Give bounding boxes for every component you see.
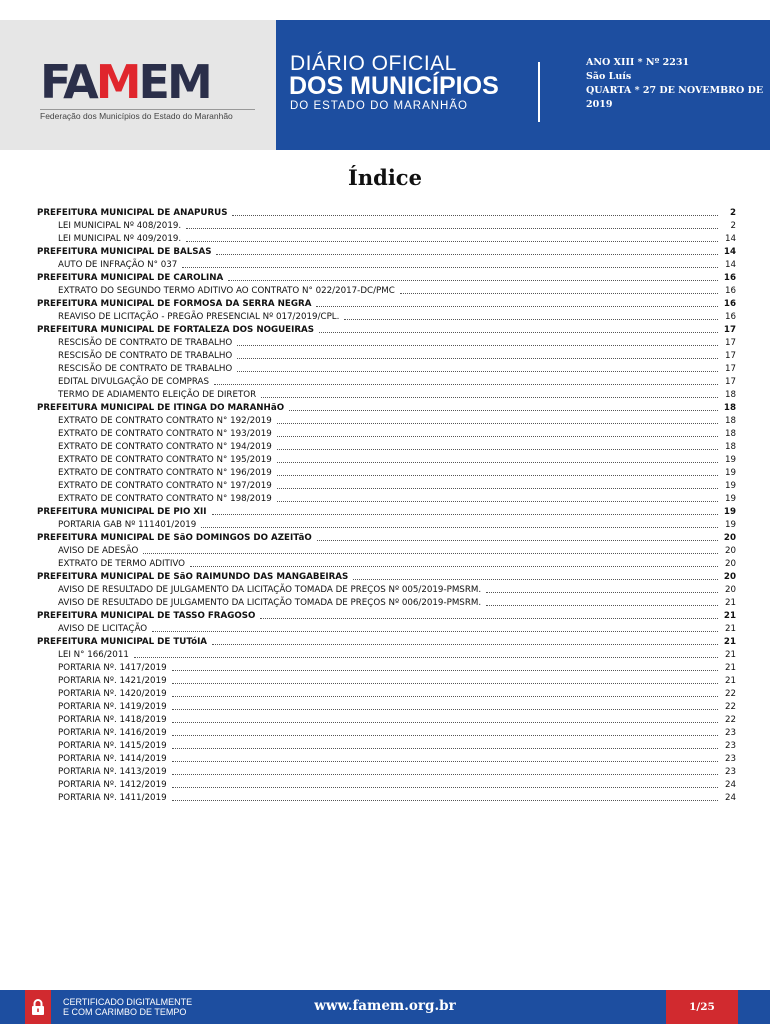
logo-letters-em: EM (138, 55, 210, 109)
toc-item[interactable] (37, 726, 736, 739)
toc-page-number: 21 (724, 624, 736, 634)
toc-page-number: 21 (724, 598, 736, 608)
toc-leader-dots (237, 370, 718, 372)
logo-wordmark (40, 56, 210, 108)
toc-item[interactable] (37, 791, 736, 804)
toc-page-number: 18 (723, 403, 736, 413)
logo-letter-m: M (95, 55, 139, 109)
edition-year: 2019 (586, 99, 613, 110)
toc-item[interactable] (37, 739, 736, 752)
toc-page-number: 19 (724, 481, 736, 491)
toc-label: PREFEITURA MUNICIPAL DE ANAPURUS (37, 208, 228, 218)
toc-page-number: 16 (724, 286, 736, 296)
banner-divider (538, 62, 540, 122)
toc-leader-dots (172, 799, 718, 801)
table-of-contents (37, 206, 736, 804)
toc-page-number: 17 (723, 325, 736, 335)
toc-label: RESCISÃO DE CONTRATO DE TRABALHO (58, 351, 233, 361)
certification-line1: CERTIFICADO DIGITALMENTE (63, 997, 193, 1007)
toc-page-number: 21 (724, 676, 736, 686)
toc-leader-dots (344, 318, 718, 320)
toc-page-number: 22 (724, 689, 736, 699)
toc-section[interactable] (37, 609, 736, 622)
toc-item[interactable] (37, 648, 736, 661)
toc-item[interactable] (37, 700, 736, 713)
toc-item[interactable] (37, 544, 736, 557)
toc-item[interactable] (37, 362, 736, 375)
toc-leader-dots (277, 448, 718, 450)
toc-item[interactable] (37, 414, 736, 427)
toc-leader-dots (486, 604, 718, 606)
toc-label: PORTARIA Nº. 1412/2019 (58, 780, 167, 790)
toc-label: PREFEITURA MUNICIPAL DE SãO DOMINGOS DO AZEITãO (37, 533, 312, 543)
toc-leader-dots (186, 240, 718, 242)
toc-label: EXTRATO DE CONTRATO CONTRATO N° 197/2019 (58, 481, 272, 491)
toc-label: PREFEITURA MUNICIPAL DE FORTALEZA DOS NOGUEIRAS (37, 325, 315, 335)
toc-label: EXTRATO DE CONTRATO CONTRATO N° 196/2019 (58, 468, 272, 478)
toc-page-number: 19 (724, 455, 736, 465)
toc-leader-dots (172, 773, 718, 775)
toc-item[interactable] (37, 713, 736, 726)
toc-item[interactable] (37, 596, 736, 609)
logo-letters-fa: FA (40, 55, 96, 109)
toc-item[interactable] (37, 765, 736, 778)
toc-section[interactable] (37, 271, 736, 284)
edition-city: São Luís (586, 71, 632, 82)
toc-leader-dots (277, 461, 718, 463)
toc-leader-dots (212, 643, 718, 645)
toc-label: PORTARIA Nº. 1414/2019 (58, 754, 167, 764)
toc-section[interactable] (37, 297, 736, 310)
toc-item[interactable] (37, 284, 736, 297)
toc-label: EXTRATO DO SEGUNDO TERMO ADITIVO AO CONTRATO N° 022/2017-DC/PMC (58, 286, 395, 296)
toc-page-number: 17 (724, 351, 736, 361)
toc-leader-dots (316, 305, 718, 307)
toc-section[interactable] (37, 401, 736, 414)
toc-leader-dots (237, 357, 718, 359)
toc-item[interactable] (37, 349, 736, 362)
toc-label: PORTARIA Nº. 1420/2019 (58, 689, 167, 699)
toc-label: AVISO DE RESULTADO DE JULGAMENTO DA LICITAÇÃO TOMADA DE PREÇOS Nº 006/2019-PMSRM. (58, 598, 482, 608)
toc-page-number: 19 (724, 520, 736, 530)
toc-leader-dots (172, 747, 718, 749)
toc-page-number: 19 (724, 468, 736, 478)
toc-page-number: 16 (723, 273, 736, 283)
toc-page-number: 19 (723, 507, 736, 517)
toc-item[interactable] (37, 479, 736, 492)
toc-section[interactable] (37, 635, 736, 648)
toc-leader-dots (190, 565, 718, 567)
famem-logo (40, 56, 255, 134)
toc-page-number: 2 (729, 208, 736, 218)
toc-item[interactable] (37, 336, 736, 349)
toc-item[interactable] (37, 310, 736, 323)
toc-label: PREFEITURA MUNICIPAL DE TASSO FRAGOSO (37, 611, 256, 621)
toc-leader-dots (260, 617, 718, 619)
toc-section[interactable] (37, 570, 736, 583)
toc-label: LEI MUNICIPAL Nº 409/2019. (58, 234, 182, 244)
edition-date: QUARTA * 27 DE NOVEMBRO DE (586, 85, 764, 96)
toc-page-number: 21 (724, 650, 736, 660)
toc-label: PORTARIA Nº. 1415/2019 (58, 741, 167, 751)
toc-leader-dots (317, 539, 718, 541)
toc-page-number: 20 (723, 572, 736, 582)
toc-leader-dots (143, 552, 718, 554)
toc-label: PREFEITURA MUNICIPAL DE FORMOSA DA SERRA NEGRA (37, 299, 312, 309)
toc-section[interactable] (37, 245, 736, 258)
toc-page-number: 24 (724, 793, 736, 803)
toc-label: PORTARIA Nº. 1411/2019 (58, 793, 167, 803)
toc-leader-dots (214, 383, 718, 385)
website-link[interactable]: www.famem.org.br (314, 998, 456, 1014)
toc-label: PORTARIA Nº. 1416/2019 (58, 728, 167, 738)
toc-item[interactable] (37, 466, 736, 479)
page-number: 1/25 (666, 990, 738, 1024)
toc-label: PREFEITURA MUNICIPAL DE BALSAS (37, 247, 212, 257)
toc-label: EXTRATO DE CONTRATO CONTRATO N° 194/2019 (58, 442, 272, 452)
toc-label: LEI MUNICIPAL Nº 408/2019. (58, 221, 182, 231)
toc-label: EDITAL DIVULGAÇÃO DE COMPRAS (58, 377, 210, 387)
toc-leader-dots (172, 734, 718, 736)
toc-page-number: 14 (724, 234, 736, 244)
toc-label: AUTO DE INFRAÇÃO N° 037 (58, 260, 178, 270)
toc-item[interactable] (37, 622, 736, 635)
edition-number: ANO XIII * Nº 2231 (586, 57, 690, 68)
toc-label: TERMO DE ADIAMENTO ELEIÇÃO DE DIRETOR (58, 390, 257, 400)
banner-title-line3: DO ESTADO DO MARANHÃO (290, 100, 468, 112)
toc-page-number: 20 (723, 533, 736, 543)
toc-label: LEI N° 166/2011 (58, 650, 129, 660)
toc-item[interactable] (37, 674, 736, 687)
toc-label: RESCISÃO DE CONTRATO DE TRABALHO (58, 338, 233, 348)
toc-section[interactable] (37, 323, 736, 336)
toc-label: PREFEITURA MUNICIPAL DE TUTóIA (37, 637, 208, 647)
toc-label: EXTRATO DE CONTRATO CONTRATO N° 193/2019 (58, 429, 272, 439)
toc-label: EXTRATO DE CONTRATO CONTRATO N° 198/2019 (58, 494, 272, 504)
toc-leader-dots (237, 344, 718, 346)
toc-page-number: 20 (724, 546, 736, 556)
toc-page-number: 17 (724, 364, 736, 374)
toc-page-number: 18 (724, 390, 736, 400)
banner-title-line1: DIÁRIO OFICIAL (290, 52, 457, 75)
toc-leader-dots (277, 435, 718, 437)
toc-page-number: 23 (724, 728, 736, 738)
toc-item[interactable] (37, 583, 736, 596)
toc-label: PORTARIA Nº. 1413/2019 (58, 767, 167, 777)
publication-banner (276, 20, 770, 150)
toc-item[interactable] (37, 440, 736, 453)
toc-section[interactable] (37, 206, 736, 219)
toc-item[interactable] (37, 453, 736, 466)
toc-section[interactable] (37, 531, 736, 544)
toc-item[interactable] (37, 492, 736, 505)
toc-page-number: 20 (724, 559, 736, 569)
logo-subtitle: Federação dos Municípios do Estado do Maranhão (40, 109, 255, 121)
toc-label: EXTRATO DE TERMO ADITIVO (58, 559, 186, 569)
index-title: Índice (348, 165, 422, 190)
toc-page-number: 21 (723, 637, 736, 647)
toc-page-number: 22 (724, 702, 736, 712)
toc-leader-dots (232, 214, 718, 216)
edition-info (586, 56, 763, 112)
toc-leader-dots (172, 760, 718, 762)
toc-label: AVISO DE ADESÃO (58, 546, 139, 556)
toc-label: AVISO DE LICITAÇÃO (58, 624, 148, 634)
toc-leader-dots (400, 292, 718, 294)
toc-page-number: 17 (724, 377, 736, 387)
toc-page-number: 18 (724, 442, 736, 452)
toc-leader-dots (216, 253, 718, 255)
toc-label: PORTARIA Nº. 1421/2019 (58, 676, 167, 686)
toc-label: AVISO DE RESULTADO DE JULGAMENTO DA LICITAÇÃO TOMADA DE PREÇOS Nº 005/2019-PMSRM. (58, 585, 482, 595)
certification-line2: E COM CARIMBO DE TEMPO (63, 1007, 187, 1017)
toc-page-number: 17 (724, 338, 736, 348)
toc-leader-dots (289, 409, 718, 411)
toc-label: EXTRATO DE CONTRATO CONTRATO N° 192/2019 (58, 416, 272, 426)
toc-leader-dots (212, 513, 718, 515)
banner-title-line2: DOS MUNICÍPIOS (289, 72, 499, 100)
toc-label: EXTRATO DE CONTRATO CONTRATO N° 195/2019 (58, 455, 272, 465)
toc-page-number: 2 (730, 221, 736, 231)
toc-item[interactable] (37, 258, 736, 271)
toc-label: PORTARIA Nº. 1419/2019 (58, 702, 167, 712)
toc-leader-dots (261, 396, 718, 398)
toc-page-number: 14 (724, 260, 736, 270)
toc-label: RESCISÃO DE CONTRATO DE TRABALHO (58, 364, 233, 374)
toc-page-number: 23 (724, 767, 736, 777)
toc-page-number: 16 (724, 312, 736, 322)
toc-leader-dots (319, 331, 718, 333)
toc-page-number: 22 (724, 715, 736, 725)
toc-leader-dots (182, 266, 718, 268)
toc-section[interactable] (37, 505, 736, 518)
toc-leader-dots (152, 630, 718, 632)
toc-page-number: 14 (723, 247, 736, 257)
toc-leader-dots (277, 422, 718, 424)
toc-page-number: 24 (724, 780, 736, 790)
toc-item[interactable] (37, 557, 736, 570)
toc-leader-dots (277, 474, 718, 476)
toc-label: PORTARIA Nº. 1417/2019 (58, 663, 167, 673)
toc-leader-dots (172, 669, 718, 671)
toc-item[interactable] (37, 427, 736, 440)
toc-item[interactable] (37, 518, 736, 531)
toc-leader-dots (134, 656, 718, 658)
toc-label: PREFEITURA MUNICIPAL DE SãO RAIMUNDO DAS MANGABEIRAS (37, 572, 349, 582)
toc-leader-dots (172, 682, 718, 684)
toc-leader-dots (172, 695, 718, 697)
toc-page-number: 19 (724, 494, 736, 504)
toc-leader-dots (228, 279, 718, 281)
toc-leader-dots (353, 578, 718, 580)
toc-leader-dots (277, 500, 718, 502)
toc-leader-dots (186, 227, 718, 229)
toc-page-number: 21 (723, 611, 736, 621)
toc-leader-dots (277, 487, 718, 489)
toc-item[interactable] (37, 375, 736, 388)
toc-page-number: 21 (724, 663, 736, 673)
toc-page-number: 23 (724, 741, 736, 751)
toc-item[interactable] (37, 232, 736, 245)
toc-page-number: 23 (724, 754, 736, 764)
toc-page-number: 20 (724, 585, 736, 595)
toc-page-number: 18 (724, 416, 736, 426)
toc-page-number: 18 (724, 429, 736, 439)
toc-item[interactable] (37, 687, 736, 700)
toc-label: PORTARIA GAB Nº 111401/2019 (58, 520, 197, 530)
toc-leader-dots (172, 721, 718, 723)
toc-item[interactable] (37, 219, 736, 232)
toc-label: PREFEITURA MUNICIPAL DE CAROLINA (37, 273, 224, 283)
toc-leader-dots (201, 526, 718, 528)
toc-leader-dots (172, 708, 718, 710)
toc-item[interactable] (37, 661, 736, 674)
toc-leader-dots (172, 786, 718, 788)
toc-label: PREFEITURA MUNICIPAL DE ITINGA DO MARANHãO (37, 403, 285, 413)
toc-item[interactable] (37, 778, 736, 791)
toc-item[interactable] (37, 388, 736, 401)
toc-label: PREFEITURA MUNICIPAL DE PIO XII (37, 507, 207, 517)
footer (0, 990, 770, 1024)
toc-label: PORTARIA Nº. 1418/2019 (58, 715, 167, 725)
toc-page-number: 16 (723, 299, 736, 309)
toc-label: REAVISO DE LICITAÇÃO - PREGÃO PRESENCIAL Nº 017/2019/CPL. (58, 312, 340, 322)
toc-item[interactable] (37, 752, 736, 765)
toc-leader-dots (486, 591, 718, 593)
